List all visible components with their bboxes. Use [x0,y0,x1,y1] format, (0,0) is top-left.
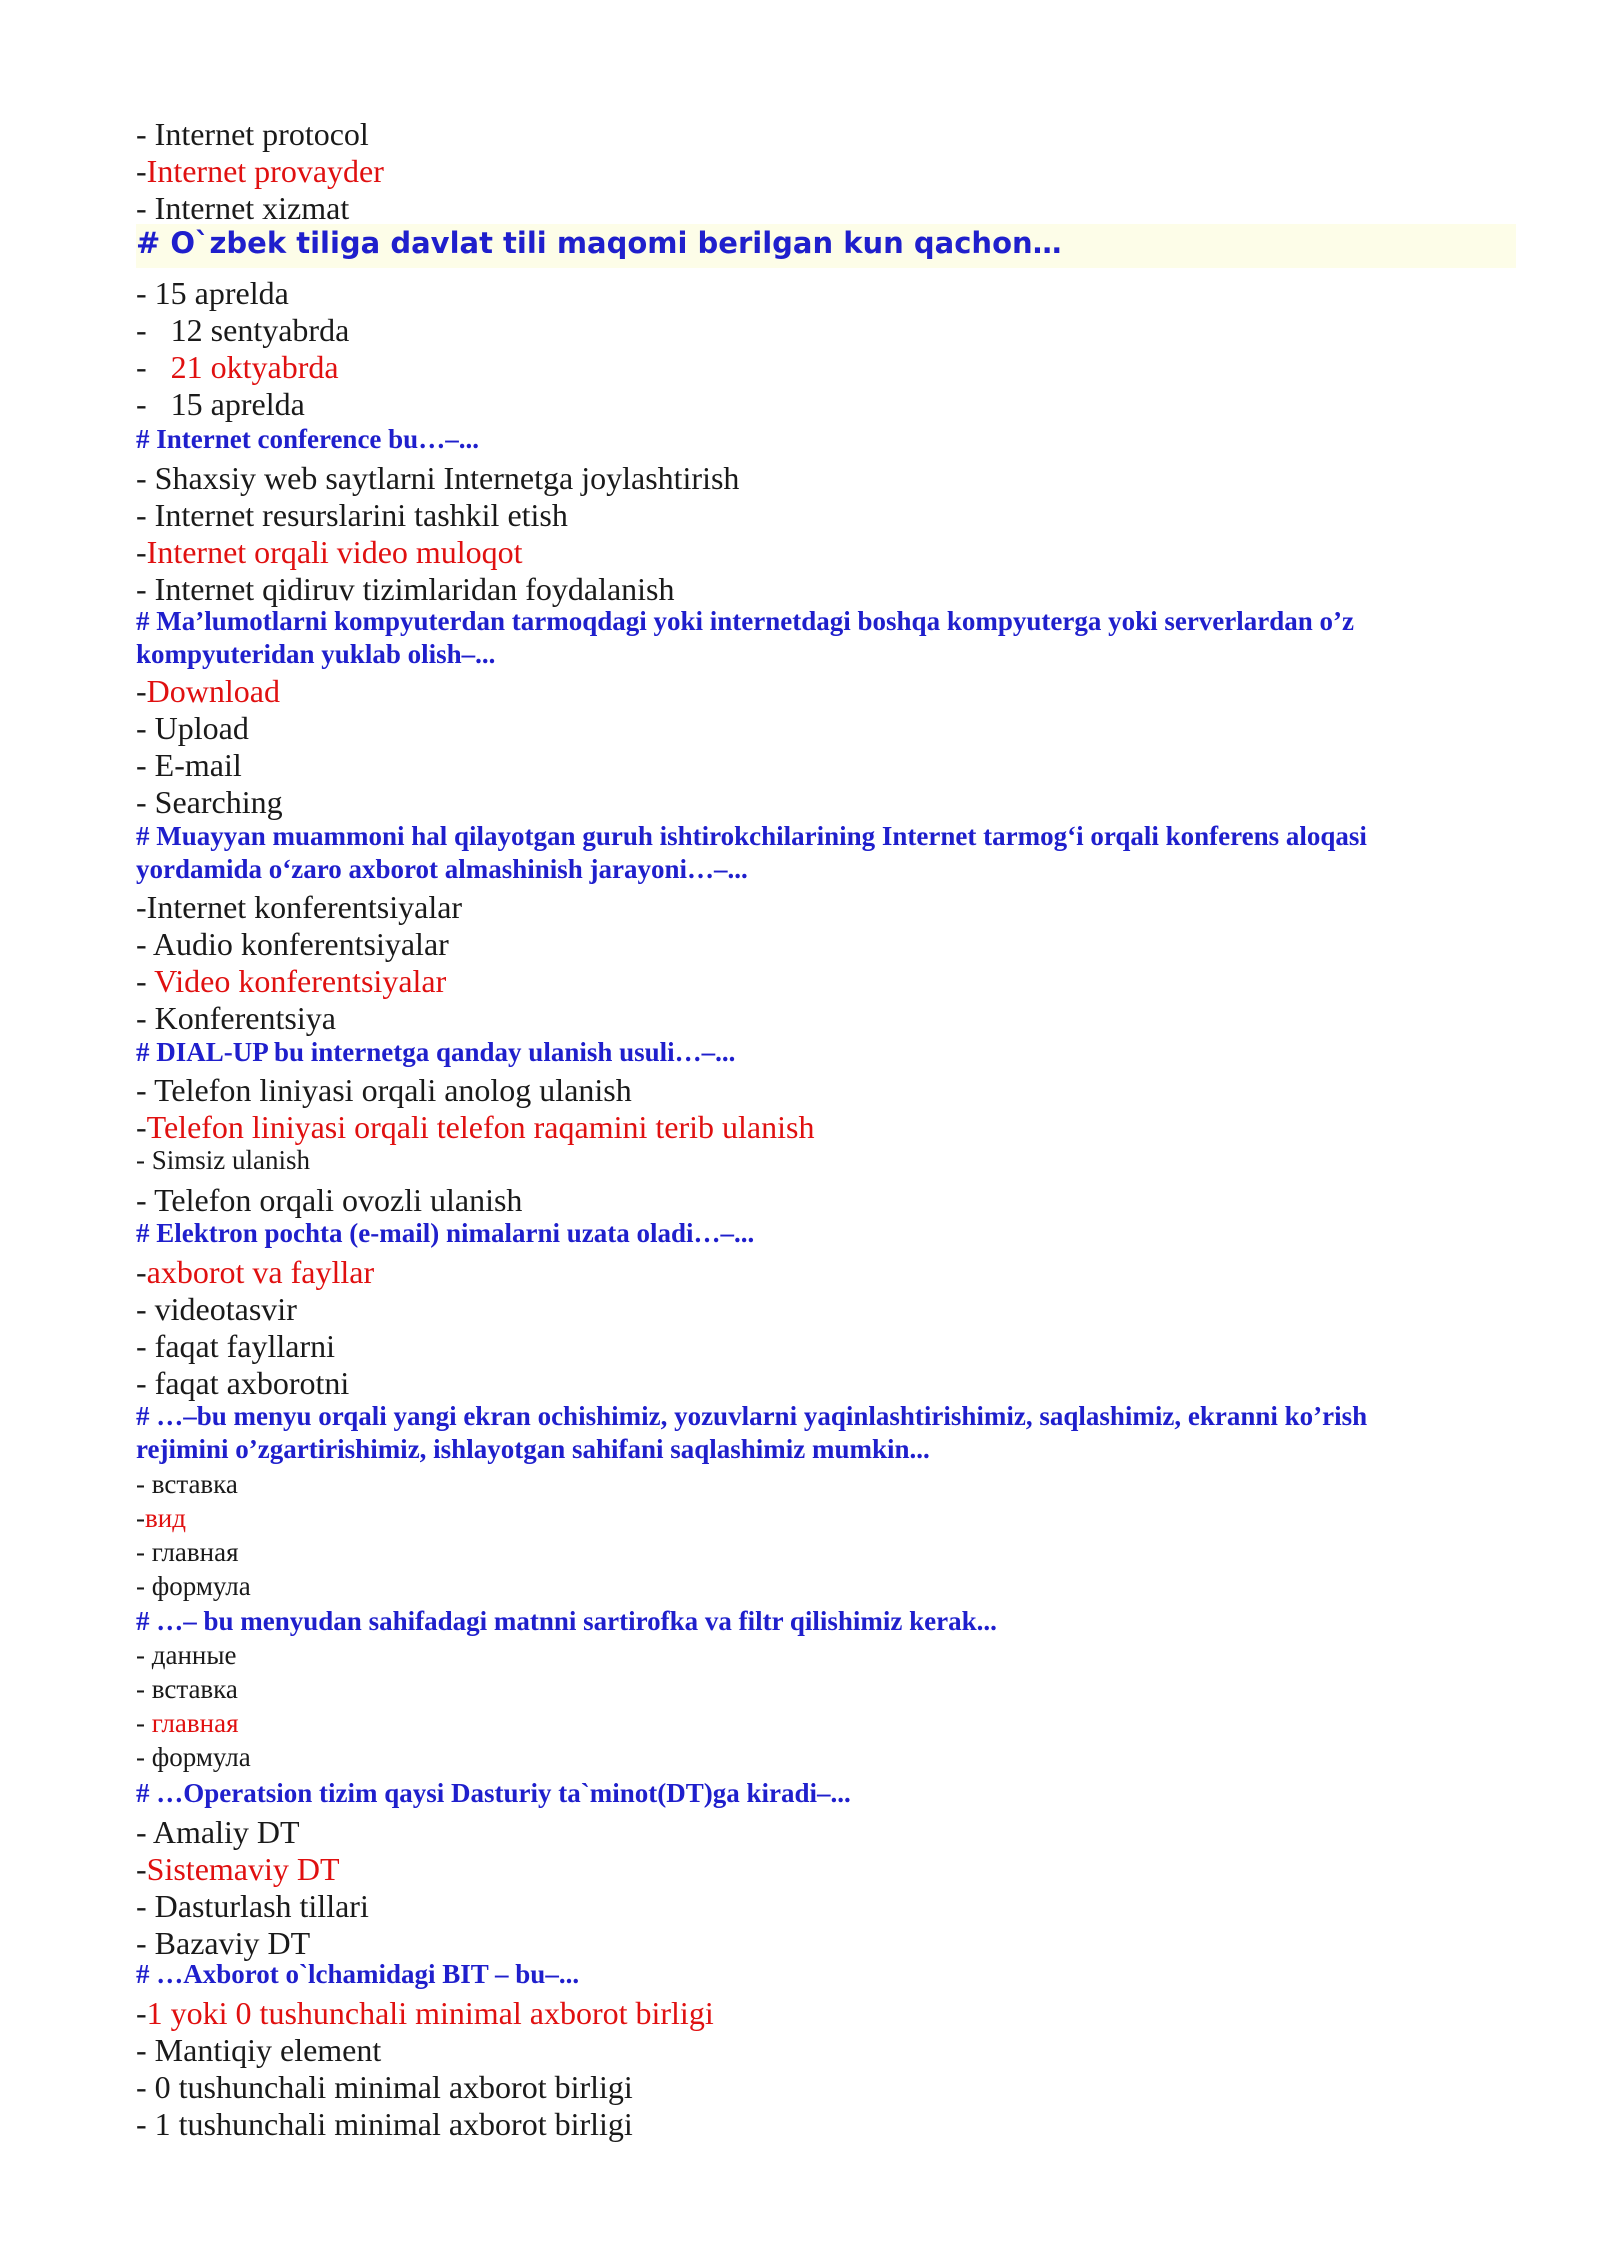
option-dash: - [136,1365,155,1401]
question-text [136,1436,930,1463]
answer-option [136,1330,335,1362]
option-dash: - [136,1328,155,1364]
answer-option [136,1293,297,1325]
option-dash: - [136,190,155,226]
answer-option [136,712,249,744]
answer-option [136,2034,381,2066]
option-label: 21 oktyabrda [170,349,339,385]
option-label: Video konferentsiyalar [154,963,447,999]
option-label: Mantiqiy element [154,2032,382,2068]
option-dash: - [136,1742,152,1772]
option-dash: - [136,349,171,385]
option-label: Shaxsiy web saytlarni Internetga joylashtirish [154,460,740,496]
option-dash: - [136,1640,152,1670]
option-dash: - [136,1109,147,1145]
answer-option-correct [136,965,446,997]
answer-option [136,314,349,346]
option-label: Dasturlash tillari [154,1888,369,1924]
option-dash: - [136,312,171,348]
answer-option-correct [136,1505,186,1532]
answer-option-correct [136,1853,340,1885]
option-label: faqat axborotni [154,1365,350,1401]
question-label: kompyuteridan yuklab olish–... [136,639,496,669]
option-label: Internet protocol [154,116,369,152]
question-text [136,1220,754,1247]
option-label: Simsiz ulanish [151,1145,311,1175]
option-label: Internet xizmat [154,190,350,226]
option-dash: - [136,1851,147,1887]
question-label: # Muayyan muammoni hal qilayotgan guruh ishtirokchilarining Internet tarmog‘i orqali konferens aloqasi [136,821,1367,851]
question-text [136,426,479,453]
option-label: Audio konferentsiyalar [152,926,449,962]
option-label: Sistemaviy DT [146,1851,340,1887]
question-text [136,641,495,668]
option-dash: - [136,963,155,999]
question-label: # Elektron pochta (e-mail) nimalarni uzata oladi…–... [136,1218,755,1248]
answer-option [136,462,739,494]
option-dash: - [136,497,155,533]
option-dash: - [136,153,147,189]
option-dash: - [136,1072,155,1108]
question-text [136,1961,579,1988]
option-dash: - [136,673,147,709]
option-dash: - [136,1708,152,1738]
question-text [136,226,1062,260]
answer-option [136,1147,310,1174]
option-label: Telefon liniyasi orqali telefon raqamini terib ulanish [146,1109,815,1145]
question-label: # O`zbek tiliga davlat tili maqomi berilgan kun qachon… [136,226,1062,260]
option-label: 15 aprelda [154,275,289,311]
option-label: Internet resurslarini tashkil etish [154,497,568,533]
question-label: rejimini o’zgartirishimiz, ishlayotgan sahifani saqlashimiz mumkin... [136,1434,930,1464]
option-label: Internet qidiruv tizimlaridan foydalanish [154,571,675,607]
option-dash: - [136,1571,152,1601]
question-text [136,823,1367,850]
answer-option [136,1927,310,1959]
option-dash: - [136,1145,152,1175]
answer-option [136,749,242,781]
option-dash: - [136,386,171,422]
question-label: # …–bu menyu orqali yangi ekran ochishimiz, yozuvlarni yaqinlashtirishimiz, saqlashimiz, ekranni ko’rish [136,1401,1368,1431]
option-label: Amaliy DT [152,1814,300,1850]
answer-option-correct [136,675,280,707]
question-text [136,1608,997,1635]
option-dash: - [136,1888,155,1924]
option-label: формула [151,1742,251,1772]
option-label: videotasvir [154,1291,297,1327]
answer-option [136,2071,633,2103]
option-label: Internet konferentsiyalar [146,889,463,925]
option-label: 1 tushunchali minimal axborot birligi [154,2106,633,2142]
option-label: Konferentsiya [154,1000,336,1036]
question-label: # Ma’lumotlarni kompyuterdan tarmoqdagi yoki internetdagi boshqa kompyuterga yoki serverlardan o’z [136,606,1355,636]
option-label: 15 aprelda [170,386,305,422]
option-dash: - [136,571,155,607]
answer-option [136,1676,238,1703]
option-label: Telefon liniyasi orqali anolog ulanish [154,1072,632,1108]
answer-option [136,1184,522,1216]
option-dash: - [136,1182,155,1218]
answer-option [136,1539,239,1566]
option-dash: - [136,1995,147,2031]
answer-option [136,277,289,309]
option-label: 0 tushunchali minimal axborot birligi [154,2069,633,2105]
answer-option [136,1367,349,1399]
question-label: # DIAL-UP bu internetga qanday ulanish usuli…–... [136,1037,736,1067]
option-label: 12 sentyabrda [170,312,350,348]
question-label: # …– bu menyudan sahifadagi matnni sartirofka va filtr qilishimiz kerak... [136,1606,997,1636]
option-label: вставка [151,1469,238,1499]
answer-option [136,388,305,420]
answer-option [136,1002,336,1034]
answer-option [136,928,449,960]
option-label: главная [151,1708,239,1738]
option-dash: - [136,2069,155,2105]
answer-option-correct [136,351,339,383]
option-dash: - [136,1291,155,1327]
option-dash: - [136,1814,153,1850]
question-text [136,608,1354,635]
answer-option [136,2108,633,2140]
answer-option [136,192,349,224]
option-dash: - [136,1000,155,1036]
option-dash: - [136,2032,155,2068]
option-label: Upload [154,710,249,746]
question-text [136,1403,1367,1430]
option-label: E-mail [154,747,242,783]
option-dash: - [136,1469,152,1499]
question-label: # …Operatsion tizim qaysi Dasturiy ta`minot(DT)ga kiradi–... [136,1778,851,1808]
option-label: Internet provayder [146,153,384,189]
answer-option [136,573,675,605]
question-label: yordamida o‘zaro axborot almashinish jarayoni…–... [136,854,748,884]
option-dash: - [136,1503,145,1533]
answer-option-correct [136,536,523,568]
option-label: вид [145,1503,186,1533]
option-dash: - [136,1254,147,1290]
answer-option-correct [136,1111,814,1143]
question-text [136,1780,851,1807]
answer-option [136,786,283,818]
answer-option [136,1890,369,1922]
option-label: Internet orqali video muloqot [146,534,523,570]
option-dash: - [136,926,153,962]
question-text [136,1039,735,1066]
answer-option-correct [136,1256,374,1288]
option-label: 1 yoki 0 tushunchali minimal axborot birligi [146,1995,714,2031]
option-label: axborot va fayllar [146,1254,375,1290]
option-label: Searching [154,784,283,820]
option-dash: - [136,710,155,746]
option-label: Bazaviy DT [154,1925,311,1961]
answer-option [136,1471,238,1498]
answer-option [136,1744,251,1771]
answer-option [136,891,462,923]
option-dash: - [136,2106,155,2142]
option-dash: - [136,1537,152,1567]
option-dash: - [136,889,147,925]
option-dash: - [136,275,155,311]
option-label: формула [151,1571,251,1601]
option-label: данные [151,1640,237,1670]
answer-option [136,118,369,150]
answer-option-correct [136,1997,714,2029]
answer-option-correct [136,1710,239,1737]
option-dash: - [136,1674,152,1704]
option-label: Telefon orqali ovozli ulanish [154,1182,523,1218]
answer-option [136,1816,300,1848]
option-dash: - [136,460,155,496]
question-label: # …Axborot o`lchamidagi BIT – bu–... [136,1959,580,1989]
option-dash: - [136,784,155,820]
answer-option-correct [136,155,384,187]
option-label: Download [146,673,280,709]
answer-option [136,1642,237,1669]
answer-option [136,1573,251,1600]
question-text [136,856,748,883]
option-label: главная [151,1537,239,1567]
question-label: # Internet conference bu…–... [136,424,479,454]
answer-option [136,1074,632,1106]
option-label: faqat fayllarni [154,1328,335,1364]
option-dash: - [136,747,155,783]
answer-option [136,499,568,531]
option-dash: - [136,116,155,152]
option-dash: - [136,1925,155,1961]
option-dash: - [136,534,147,570]
option-label: вставка [151,1674,238,1704]
